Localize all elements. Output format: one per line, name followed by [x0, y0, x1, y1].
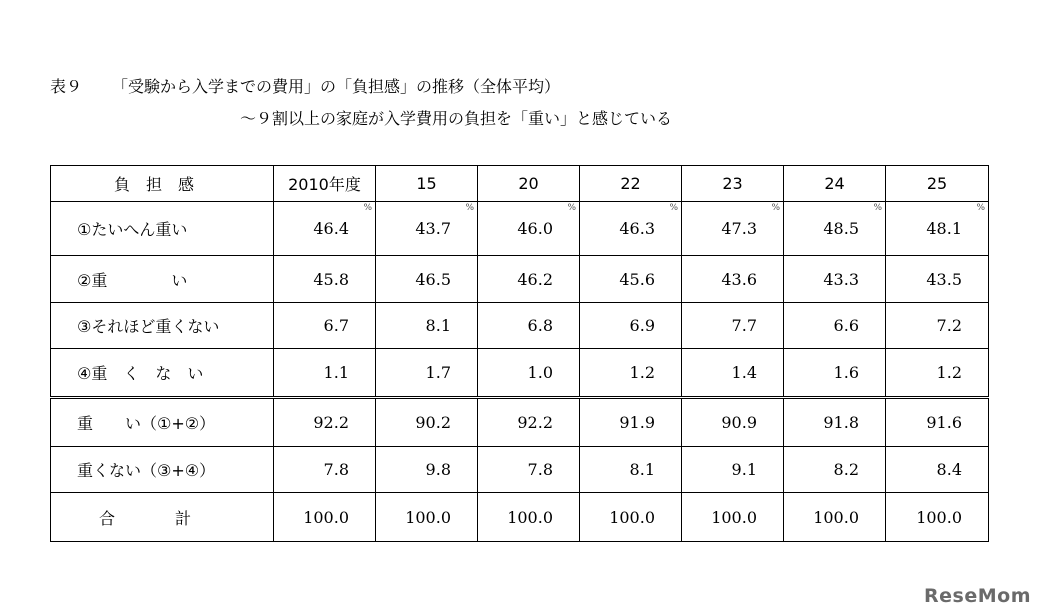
table-header-row — [51, 166, 989, 202]
row-label: ①たいへん重い — [51, 202, 274, 256]
table-title — [50, 74, 560, 97]
value-cell: 1.7 — [376, 349, 478, 398]
value-cell: 100.0 — [274, 493, 376, 542]
value-cell: 92.2 — [478, 398, 580, 447]
header-cell: 負担感 — [51, 166, 274, 202]
value-cell: 90.9 — [682, 398, 784, 447]
table-row — [51, 303, 989, 349]
value-cell: 90.2 — [376, 398, 478, 447]
value-cell: 100.0 — [682, 493, 784, 542]
table-row — [51, 398, 989, 447]
table-row — [51, 202, 989, 256]
value-cell: 6.7 — [274, 303, 376, 349]
value-cell: 91.9 — [580, 398, 682, 447]
table-row-total — [51, 493, 989, 542]
value-cell: 7.8 — [478, 447, 580, 493]
value-cell: 7.2 — [886, 303, 989, 349]
percent-unit: % — [363, 203, 372, 213]
value-cell: 100.0 — [580, 493, 682, 542]
value-cell: 1.4 — [682, 349, 784, 398]
value-cell: 43.6 — [682, 256, 784, 303]
value-cell: 45.8 — [274, 256, 376, 303]
table-row — [51, 256, 989, 303]
value-cell: 100.0 — [376, 493, 478, 542]
value-cell: 8.1 — [580, 447, 682, 493]
value-cell: % 46.4 — [274, 202, 376, 256]
burden-table — [50, 165, 989, 542]
row-label: 重 い（①+②） — [51, 398, 274, 447]
header-cell: 2010年度 — [274, 166, 376, 202]
value-cell: 100.0 — [886, 493, 989, 542]
value-cell: 43.3 — [784, 256, 886, 303]
value-cell: 7.7 — [682, 303, 784, 349]
value-cell: 7.8 — [274, 447, 376, 493]
value-cell: 91.8 — [784, 398, 886, 447]
value-cell: % 48.5 — [784, 202, 886, 256]
value-cell: 100.0 — [478, 493, 580, 542]
table-title-text: 「受験から入学までの費用」の「負担感」の推移（全体平均） — [112, 77, 561, 96]
value-cell: 1.2 — [580, 349, 682, 398]
table-number: 表９ — [50, 77, 83, 96]
header-cell: 24 — [784, 166, 886, 202]
value-cell: 100.0 — [784, 493, 886, 542]
value-cell: 8.2 — [784, 447, 886, 493]
percent-unit: % — [669, 203, 678, 213]
value-cell: % 47.3 — [682, 202, 784, 256]
value-cell: 1.1 — [274, 349, 376, 398]
percent-unit: % — [567, 203, 576, 213]
value-cell: 9.1 — [682, 447, 784, 493]
header-cell: 20 — [478, 166, 580, 202]
value-cell: 1.0 — [478, 349, 580, 398]
header-cell: 15 — [376, 166, 478, 202]
value-cell: % 48.1 — [886, 202, 989, 256]
percent-unit: % — [873, 203, 882, 213]
header-cell: 25 — [886, 166, 989, 202]
table-row — [51, 349, 989, 398]
table-subtitle: ～９割以上の家庭が入学費用の負担を「重い」と感じている — [240, 109, 673, 128]
percent-unit: % — [976, 203, 985, 213]
header-cell: 22 — [580, 166, 682, 202]
row-label: 重くない（③+④） — [51, 447, 274, 493]
percent-unit: % — [771, 203, 780, 213]
percent-unit: % — [465, 203, 474, 213]
value-cell: 46.5 — [376, 256, 478, 303]
value-cell: % 46.0 — [478, 202, 580, 256]
value-cell: 1.2 — [886, 349, 989, 398]
value-cell: 8.4 — [886, 447, 989, 493]
value-cell: 1.6 — [784, 349, 886, 398]
value-cell: 9.8 — [376, 447, 478, 493]
value-cell: 8.1 — [376, 303, 478, 349]
value-cell: 43.5 — [886, 256, 989, 303]
row-label: ②重 い — [51, 256, 274, 303]
value-cell: % 43.7 — [376, 202, 478, 256]
value-cell: 92.2 — [274, 398, 376, 447]
header-cell: 23 — [682, 166, 784, 202]
value-cell: % 46.3 — [580, 202, 682, 256]
row-label: ④重 く な い — [51, 349, 274, 398]
value-cell: 6.6 — [784, 303, 886, 349]
resemom-logo: ReseMom — [924, 585, 1031, 607]
value-cell: 45.6 — [580, 256, 682, 303]
row-label: 合計 — [51, 493, 274, 542]
row-label: ③それほど重くない — [51, 303, 274, 349]
value-cell: 91.6 — [886, 398, 989, 447]
value-cell: 6.9 — [580, 303, 682, 349]
value-cell: 46.2 — [478, 256, 580, 303]
table-row — [51, 447, 989, 493]
value-cell: 6.8 — [478, 303, 580, 349]
